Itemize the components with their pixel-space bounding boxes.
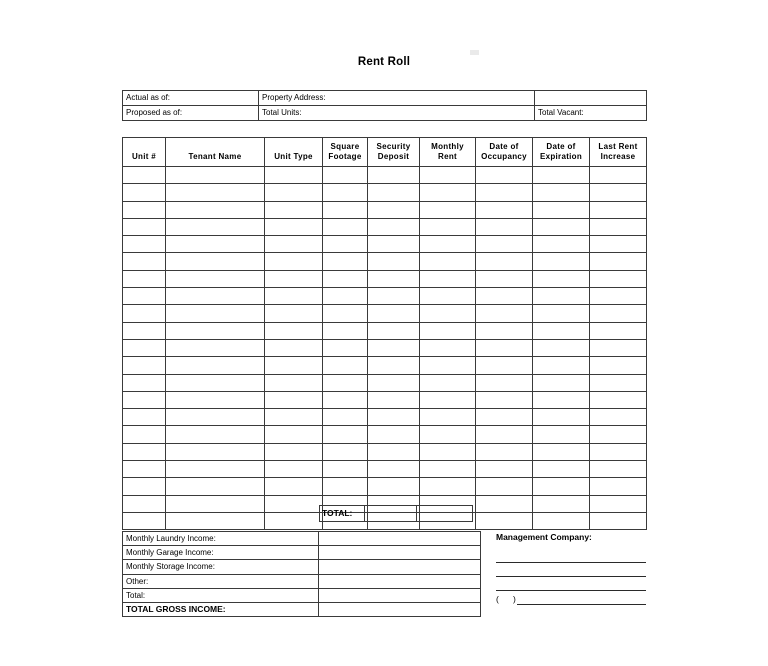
income-label: Monthly Garage Income: [123, 546, 319, 560]
grid-cell[interactable] [123, 253, 166, 270]
grid-cell[interactable] [323, 184, 368, 201]
total-label: TOTAL: [320, 506, 365, 522]
grid-cell[interactable] [265, 443, 323, 460]
grid-cell[interactable] [323, 201, 368, 218]
grid-cell[interactable] [590, 357, 647, 374]
grid-cell[interactable] [368, 461, 420, 478]
grid-cell[interactable] [166, 322, 265, 339]
grid-cell[interactable] [476, 218, 533, 235]
grid-cell[interactable] [368, 443, 420, 460]
grid-cell[interactable] [476, 201, 533, 218]
grid-cell[interactable] [166, 236, 265, 253]
grid-cell[interactable] [533, 218, 590, 235]
grid-cell[interactable] [420, 236, 476, 253]
income-row [123, 603, 481, 617]
grid-cell[interactable] [323, 409, 368, 426]
grid-cell[interactable] [420, 218, 476, 235]
table-row [123, 461, 647, 478]
grid-cell[interactable] [166, 339, 265, 356]
grid-cell[interactable] [590, 184, 647, 201]
grid-cell[interactable] [123, 478, 166, 495]
grid-cell[interactable] [323, 288, 368, 305]
grid-cell[interactable] [265, 461, 323, 478]
grid-cell[interactable] [420, 339, 476, 356]
info-row [123, 106, 647, 121]
grid-cell[interactable] [420, 184, 476, 201]
grid-cell[interactable] [166, 305, 265, 322]
grid-cell[interactable] [590, 391, 647, 408]
grid-cell[interactable] [533, 201, 590, 218]
grid-column-header-2 [265, 138, 323, 167]
table-row [123, 409, 647, 426]
info-field-actual-as-of[interactable]: Actual as of: [123, 91, 259, 106]
grid-cell[interactable] [476, 167, 533, 184]
grid-cell[interactable] [533, 253, 590, 270]
scan-artifact [470, 50, 479, 55]
grid-column-header-3 [323, 138, 368, 167]
table-row [123, 236, 647, 253]
header-line-1: Date of [489, 142, 519, 151]
grid-cell[interactable] [476, 288, 533, 305]
grid-cell[interactable] [476, 443, 533, 460]
grid-cell[interactable] [323, 253, 368, 270]
table-row [123, 357, 647, 374]
grid-cell[interactable] [476, 478, 533, 495]
grid-cell[interactable] [123, 218, 166, 235]
grid-column-header-1 [166, 138, 265, 167]
header-line-1: Square [330, 142, 360, 151]
grid-cell[interactable] [368, 305, 420, 322]
header-line-2: Unit # [131, 152, 157, 161]
grid-cell[interactable] [123, 167, 166, 184]
header-line-1: Monthly [431, 142, 464, 151]
grid-cell[interactable] [323, 167, 368, 184]
grid-cell[interactable] [123, 495, 166, 512]
grid-cell[interactable] [265, 236, 323, 253]
grid-cell[interactable] [476, 357, 533, 374]
grid-cell[interactable] [123, 512, 166, 529]
grid-cell[interactable] [476, 322, 533, 339]
grid-cell[interactable] [590, 253, 647, 270]
grid-cell[interactable] [166, 409, 265, 426]
grid-cell[interactable] [533, 409, 590, 426]
income-value-cell[interactable] [319, 546, 481, 560]
grid-cell[interactable] [476, 374, 533, 391]
grid-cell[interactable] [368, 322, 420, 339]
info-field-spacer [535, 91, 647, 106]
income-value-cell[interactable] [319, 560, 481, 574]
grid-cell[interactable] [420, 201, 476, 218]
grid-cell[interactable] [368, 253, 420, 270]
grid-cell[interactable] [368, 201, 420, 218]
grid-cell[interactable] [420, 461, 476, 478]
income-row [123, 546, 481, 560]
income-label: Other: [123, 574, 319, 588]
management-write-in-line[interactable] [496, 549, 646, 563]
grid-header-row [123, 138, 647, 167]
grid-cell[interactable] [323, 270, 368, 287]
grid-cell[interactable] [420, 288, 476, 305]
grid-cell[interactable] [368, 357, 420, 374]
grid-cell[interactable] [590, 339, 647, 356]
grid-column-header-0 [123, 138, 166, 167]
grid-cell[interactable] [420, 322, 476, 339]
grid-cell[interactable] [123, 357, 166, 374]
grid-cell[interactable] [533, 443, 590, 460]
grid-cell[interactable] [533, 426, 590, 443]
grid-cell[interactable] [323, 426, 368, 443]
grid-cell[interactable] [323, 305, 368, 322]
income-row [123, 574, 481, 588]
info-field-total-units[interactable]: Total Units: [259, 106, 535, 121]
header-line-1: Last Rent [598, 142, 638, 151]
header-line-2: Footage [328, 152, 362, 161]
total-security-deposit-cell[interactable] [365, 506, 417, 522]
grid-cell[interactable] [265, 409, 323, 426]
grid-cell[interactable] [368, 478, 420, 495]
grid-cell[interactable] [166, 253, 265, 270]
grid-cell[interactable] [368, 184, 420, 201]
grid-cell[interactable] [590, 443, 647, 460]
grid-cell[interactable] [476, 426, 533, 443]
grid-cell[interactable] [123, 461, 166, 478]
table-row [123, 391, 647, 408]
grid-cell[interactable] [123, 426, 166, 443]
grid-cell[interactable] [123, 391, 166, 408]
grid-cell[interactable] [476, 305, 533, 322]
grid-cell[interactable] [123, 443, 166, 460]
grid-cell[interactable] [265, 288, 323, 305]
grid-cell[interactable] [590, 461, 647, 478]
grid-cell[interactable] [166, 218, 265, 235]
grid-column-header-4 [368, 138, 420, 167]
table-row [123, 305, 647, 322]
grid-cell[interactable] [533, 322, 590, 339]
grid-cell[interactable] [590, 288, 647, 305]
management-company-block [496, 532, 646, 605]
grid-cell[interactable] [323, 461, 368, 478]
grid-cell[interactable] [265, 167, 323, 184]
phone-prefix: ( ) [496, 594, 516, 604]
grid-cell[interactable] [476, 409, 533, 426]
phone-write-in-line[interactable] [517, 592, 646, 605]
grid-cell[interactable] [590, 218, 647, 235]
grid-cell[interactable] [166, 478, 265, 495]
management-write-in-line[interactable] [496, 577, 646, 591]
grid-cell[interactable] [590, 305, 647, 322]
header-line-2: Unit Type [274, 152, 313, 161]
grid-cell[interactable] [533, 461, 590, 478]
table-row [123, 426, 647, 443]
grid-cell[interactable] [533, 167, 590, 184]
grid-cell[interactable] [590, 512, 647, 529]
grid-cell[interactable] [590, 374, 647, 391]
table-row [123, 339, 647, 356]
header-line-1 [124, 142, 164, 152]
income-row [123, 588, 481, 602]
grid-cell[interactable] [323, 443, 368, 460]
grid-cell[interactable] [166, 270, 265, 287]
table-row [123, 184, 647, 201]
grid-cell[interactable] [533, 184, 590, 201]
grid-cell[interactable] [476, 391, 533, 408]
grid-cell[interactable] [265, 512, 323, 529]
grid-cell[interactable] [533, 391, 590, 408]
property-info-table [122, 90, 647, 121]
grid-cell[interactable] [368, 236, 420, 253]
income-label: Total: [123, 588, 319, 602]
grid-column-header-8 [590, 138, 647, 167]
grid-cell[interactable] [265, 426, 323, 443]
grid-cell[interactable] [368, 167, 420, 184]
grid-cell[interactable] [265, 253, 323, 270]
grid-column-header-6 [476, 138, 533, 167]
grid-cell[interactable] [166, 167, 265, 184]
grid-cell[interactable] [123, 236, 166, 253]
grid-cell[interactable] [533, 478, 590, 495]
table-row [123, 201, 647, 218]
income-row [123, 560, 481, 574]
grid-cell[interactable] [368, 339, 420, 356]
grid-cell[interactable] [265, 322, 323, 339]
grid-cell[interactable] [533, 236, 590, 253]
grid-cell[interactable] [533, 357, 590, 374]
income-value-cell[interactable] [319, 603, 481, 617]
header-line-1: Date of [546, 142, 576, 151]
grid-cell[interactable] [323, 357, 368, 374]
header-line-2: Tenant Name [188, 152, 242, 161]
grid-cell[interactable] [368, 218, 420, 235]
grid-cell[interactable] [476, 512, 533, 529]
grid-cell[interactable] [533, 495, 590, 512]
grid-cell[interactable] [476, 236, 533, 253]
grid-cell[interactable] [166, 374, 265, 391]
grid-cell[interactable] [323, 391, 368, 408]
grid-cell[interactable] [420, 443, 476, 460]
grid-cell[interactable] [533, 288, 590, 305]
grid-column-header-7 [533, 138, 590, 167]
grid-cell[interactable] [265, 218, 323, 235]
table-row [123, 253, 647, 270]
grid-cell[interactable] [166, 357, 265, 374]
grid-cell[interactable] [323, 322, 368, 339]
grid-cell[interactable] [123, 322, 166, 339]
income-label: Monthly Storage Income: [123, 560, 319, 574]
grid-cell[interactable] [166, 184, 265, 201]
grid-cell[interactable] [590, 236, 647, 253]
table-row [123, 167, 647, 184]
grid-cell[interactable] [323, 339, 368, 356]
grid-cell[interactable] [368, 288, 420, 305]
grid-cell[interactable] [368, 270, 420, 287]
grid-cell[interactable] [420, 167, 476, 184]
grid-cell[interactable] [420, 357, 476, 374]
grid-cell[interactable] [476, 253, 533, 270]
info-field-property-address[interactable]: Property Address: [259, 91, 535, 106]
info-row [123, 91, 647, 106]
grid-cell[interactable] [265, 184, 323, 201]
grid-cell[interactable] [166, 461, 265, 478]
grid-cell[interactable] [265, 305, 323, 322]
table-row [123, 322, 647, 339]
grid-cell[interactable] [420, 391, 476, 408]
grid-cell[interactable] [123, 184, 166, 201]
grid-cell[interactable] [476, 339, 533, 356]
table-row [123, 443, 647, 460]
grid-cell[interactable] [123, 339, 166, 356]
grid-cell[interactable] [323, 478, 368, 495]
table-row [123, 478, 647, 495]
grid-cell[interactable] [420, 253, 476, 270]
grid-cell[interactable] [420, 374, 476, 391]
grid-cell[interactable] [265, 270, 323, 287]
grid-cell[interactable] [476, 184, 533, 201]
grid-cell[interactable] [590, 409, 647, 426]
header-line-2: Expiration [539, 152, 583, 161]
table-row [123, 218, 647, 235]
grid-cell[interactable] [166, 443, 265, 460]
grid-cell[interactable] [265, 495, 323, 512]
grid-cell[interactable] [590, 201, 647, 218]
grid-cell[interactable] [265, 391, 323, 408]
grid-cell[interactable] [323, 374, 368, 391]
grid-cell[interactable] [123, 305, 166, 322]
management-phone-row[interactable] [496, 591, 646, 605]
grid-cell[interactable] [590, 478, 647, 495]
income-summary-table [122, 531, 481, 617]
total-monthly-rent-cell[interactable] [417, 506, 473, 522]
rent-roll-grid [122, 137, 647, 530]
grid-cell[interactable] [590, 495, 647, 512]
income-value-cell[interactable] [319, 588, 481, 602]
grid-column-header-5 [420, 138, 476, 167]
grid-cell[interactable] [123, 201, 166, 218]
grid-cell[interactable] [533, 512, 590, 529]
grid-cell[interactable] [265, 339, 323, 356]
header-line-2: Increase [600, 152, 636, 161]
grid-cell[interactable] [166, 426, 265, 443]
grid-cell[interactable] [420, 305, 476, 322]
grid-cell[interactable] [476, 270, 533, 287]
management-write-in-line[interactable] [496, 563, 646, 577]
grid-cell[interactable] [590, 270, 647, 287]
table-row [123, 288, 647, 305]
income-label: TOTAL GROSS INCOME: [123, 603, 319, 617]
management-company-label: Management Company: [496, 532, 592, 542]
grid-cell[interactable] [533, 305, 590, 322]
grid-cell[interactable] [265, 201, 323, 218]
grid-cell[interactable] [590, 426, 647, 443]
income-value-cell[interactable] [319, 532, 481, 546]
income-row [123, 532, 481, 546]
header-line-2: Rent [438, 152, 457, 161]
grid-cell[interactable] [323, 236, 368, 253]
info-field-proposed-as-of[interactable]: Proposed as of: [123, 106, 259, 121]
grid-cell[interactable] [590, 167, 647, 184]
header-line-1: Security [376, 142, 411, 151]
grid-cell[interactable] [533, 374, 590, 391]
table-row [123, 374, 647, 391]
income-value-cell[interactable] [319, 574, 481, 588]
grid-cell[interactable] [166, 201, 265, 218]
grid-cell[interactable] [420, 478, 476, 495]
grid-cell[interactable] [123, 288, 166, 305]
grid-cell[interactable] [166, 391, 265, 408]
grid-cell[interactable] [265, 357, 323, 374]
header-line-1 [167, 142, 263, 152]
grid-cell[interactable] [476, 495, 533, 512]
grid-cell[interactable] [166, 288, 265, 305]
grid-cell[interactable] [123, 270, 166, 287]
table-row [123, 270, 647, 287]
grid-cell[interactable] [123, 409, 166, 426]
grid-cell[interactable] [323, 218, 368, 235]
page-title: Rent Roll [357, 56, 411, 68]
grid-cell[interactable] [533, 270, 590, 287]
grid-cell[interactable] [590, 322, 647, 339]
grid-cell[interactable] [533, 339, 590, 356]
grid-cell[interactable] [368, 391, 420, 408]
grid-cell[interactable] [265, 478, 323, 495]
header-line-1 [266, 142, 321, 152]
grid-cell[interactable] [420, 409, 476, 426]
income-label: Monthly Laundry Income: [123, 532, 319, 546]
grid-cell[interactable] [123, 374, 166, 391]
header-line-2: Deposit [377, 152, 410, 161]
grid-cell[interactable] [420, 426, 476, 443]
header-line-2: Occupancy [481, 152, 527, 161]
grid-cell[interactable] [420, 270, 476, 287]
grid-cell[interactable] [368, 426, 420, 443]
grid-cell[interactable] [368, 409, 420, 426]
grid-cell[interactable] [265, 374, 323, 391]
grid-cell[interactable] [368, 374, 420, 391]
grid-cell[interactable] [476, 461, 533, 478]
grid-total-row [319, 505, 473, 522]
grid-cell[interactable] [166, 512, 265, 529]
grid-cell[interactable] [166, 495, 265, 512]
info-field-total-vacant[interactable]: Total Vacant: [535, 106, 647, 121]
